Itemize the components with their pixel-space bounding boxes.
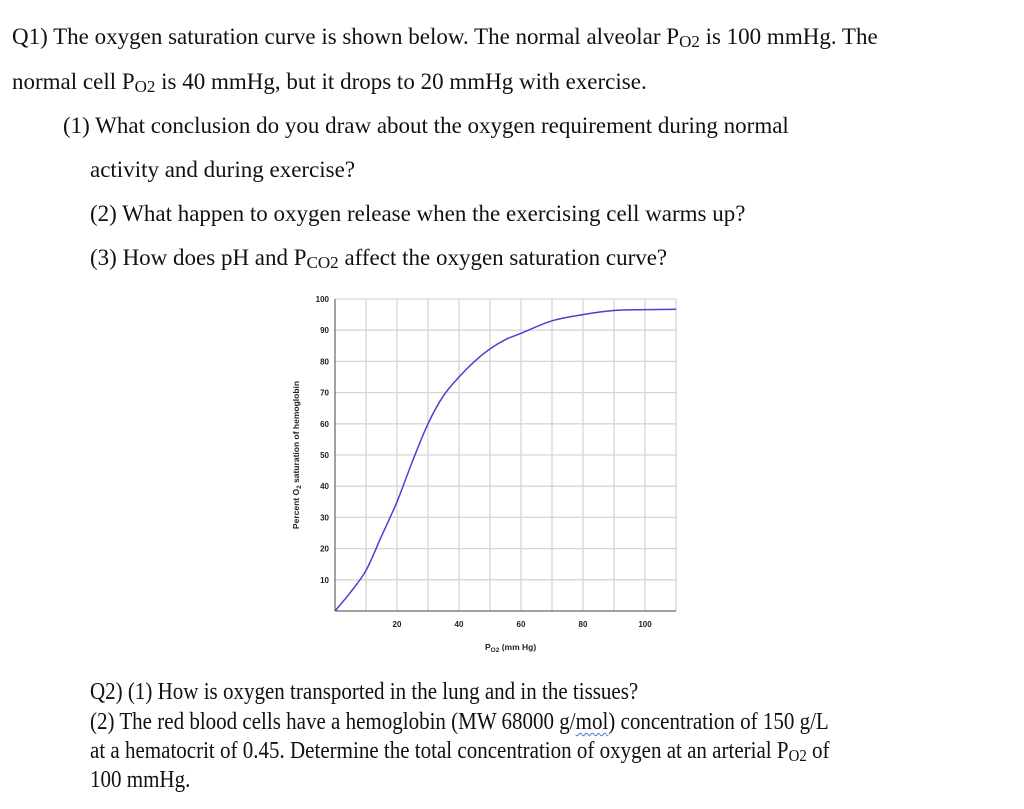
x-tick-label: 20 [392,620,402,629]
text: affect the oxygen saturation curve? [338,245,668,270]
x-tick-label: 40 [454,620,464,629]
subscript: O2 [679,32,700,51]
spellcheck-word: mol [575,709,609,735]
q1-subquestion-1-cont: activity and during exercise? [90,157,356,182]
text: (2) The red blood cells have a hemoglobin (MW 68000 g/ [90,709,576,735]
y-tick-label: 50 [320,451,329,460]
q2-line-2 [90,709,829,735]
x-tick-label: 80 [578,620,588,629]
y-tick-label: 30 [320,513,329,523]
q2-line-1: Q2) (1) How is oxygen transported in the lung and in the tissues? [90,679,639,705]
y-tick-label: 20 [320,544,329,554]
text: Q1) The oxygen saturation curve is shown below. The normal alveolar P [12,24,680,49]
text: (3) How does pH and P [90,245,307,270]
text: is 40 mmHg, but it drops to 20 mmHg with exercise. [155,69,647,94]
y-tick-label: 10 [320,575,329,585]
text: at a hematocrit of 0.45. Determine the total concentration of oxygen at an arterial P [90,738,789,764]
y-tick-label: 80 [320,357,329,367]
q2-line-4: 100 mmHg. [90,767,191,793]
text: is 100 mmHg. The [699,24,878,49]
text: ) concentration of 150 g/L [608,709,829,735]
subscript: O2 [788,746,807,765]
text: normal cell P [12,69,135,94]
y-tick-label: 100 [315,295,329,304]
x-tick-label: 100 [638,620,652,629]
saturation-curve [335,309,676,611]
y-axis-label: Percent $O_2$ saturation of hemoglobin [291,380,303,530]
x-axis-label: $P_{O2}$ (mm Hg) [485,642,537,654]
subscript: CO2 [306,253,339,272]
y-tick-label: 90 [320,326,329,336]
y-tick-label: 60 [320,419,329,429]
q2-line-3 [90,738,830,766]
y-tick-label: 70 [320,388,329,398]
text: of [806,738,830,764]
x-tick-label: 60 [516,620,526,629]
y-tick-label: 40 [320,482,329,492]
subscript: O2 [134,77,156,96]
q1-subquestion-2: (2) What happen to oxygen release when the exercising cell warms up? [90,201,746,226]
q1-subquestion-1: (1) What conclusion do you draw about the oxygen requirement during normal [63,113,789,138]
